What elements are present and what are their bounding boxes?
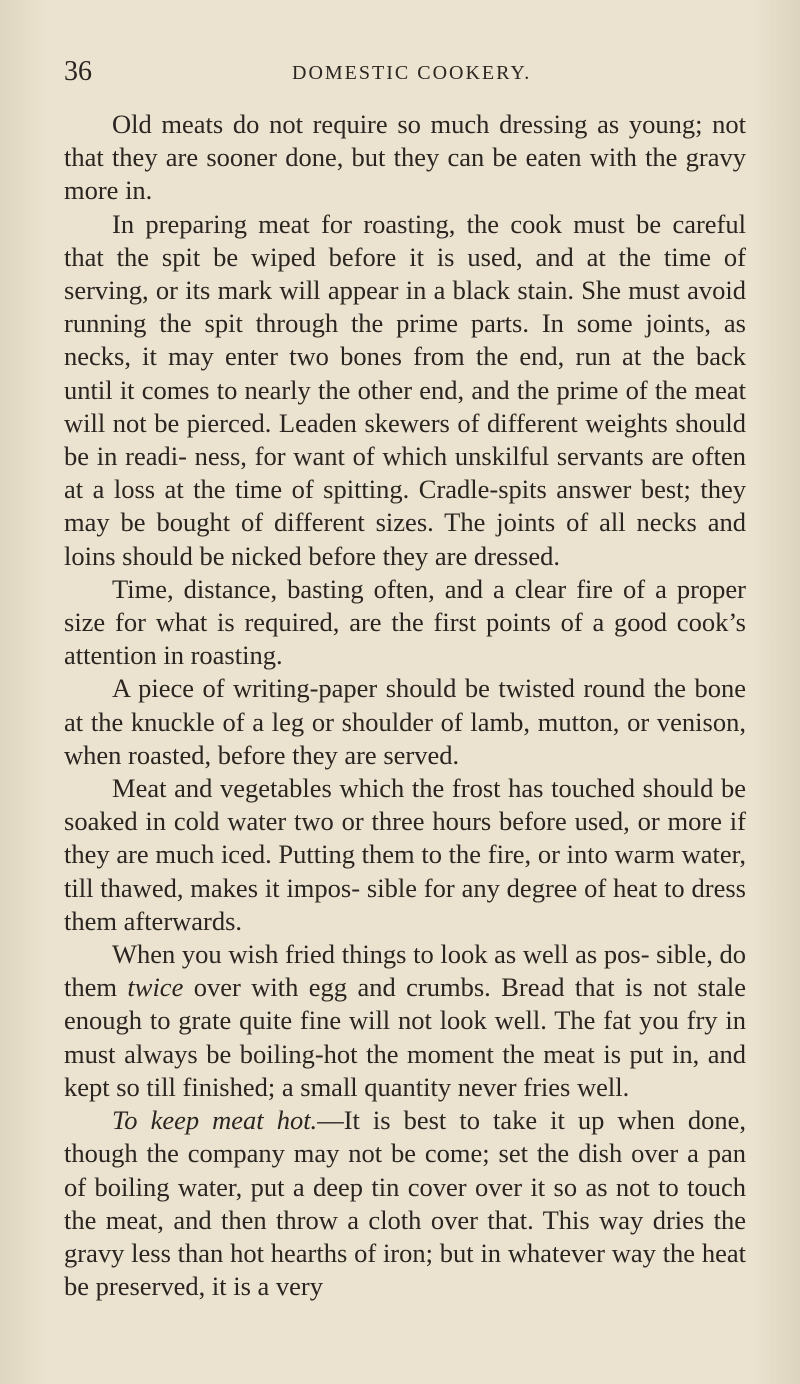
paragraph-keep-meat-hot: [64, 1104, 746, 1303]
page-number: 36: [64, 56, 92, 87]
section-heading: To keep meat hot.: [112, 1105, 318, 1136]
paragraph-text: over with egg and crumbs. Bread that is not stale enough to grate quite fine will not look well. The fat you fry in must always be boiling-hot the moment the meat is put in, and kept so till finished; a small quantity never fries well.: [64, 972, 746, 1102]
emphasis-text: twice: [127, 972, 184, 1003]
page-header: [64, 56, 744, 96]
paragraph-preparing-meat: In preparing meat for roasting, the cook must be careful that the spit be wiped before it is used, and at the time of serving, or its mark will appear in a black stain. She must avoid running the spit through the prime parts. In some joints, as necks, it may enter two bones from the end, run at the back until it comes to nearly the other end, and the prime of the meat will not be pierced. Leaden skewers of different weights should be in readi- ness, for want of which unskilful servants are often at a loss at the time of spitting. Cradle-spits answer best; they may be bought of different sizes. The joints of all necks and loins should be nicked before they are dressed.: [64, 208, 746, 571]
body-text: [64, 108, 746, 1303]
paragraph-text: When you wish fried things to look as well as pos- sible, do them: [64, 939, 746, 1003]
paragraph-old-meats: Old meats do not require so much dressing as young; not that they are sooner done, but they can be eaten with the gravy more in.: [64, 109, 746, 206]
paragraph-writing-paper: A piece of writing-paper should be twisted round the bone at the knuckle of a leg or shoulder of lamb, mutton, or venison, when roasted, before they are served.: [64, 673, 746, 770]
paragraph-time-distance: Time, distance, basting often, and a clear fire of a proper size for what is required, are the first points of a good cook’s attention in roasting.: [64, 573, 746, 671]
paragraph-text: —It is best to take it up when done, though the company may not be come; set the dish over a pan of boiling water, put a deep tin cover over it so as not to touch the meat, and then throw a cloth over that. This way dries the gravy less than hot hearths of iron; but in whatever way the heat be preserved, it is a very: [64, 1105, 746, 1302]
paragraph-fried-things: [64, 938, 746, 1104]
running-head: DOMESTIC COOKERY.: [292, 62, 532, 84]
paragraph-frost: Meat and vegetables which the frost has touched should be soaked in cold water two or three hours before used, or more if they are much iced. Putting them to the fire, or into warm water, till thawed, makes it impos- sible for any degree of heat to dress them afterwards.: [64, 773, 746, 936]
